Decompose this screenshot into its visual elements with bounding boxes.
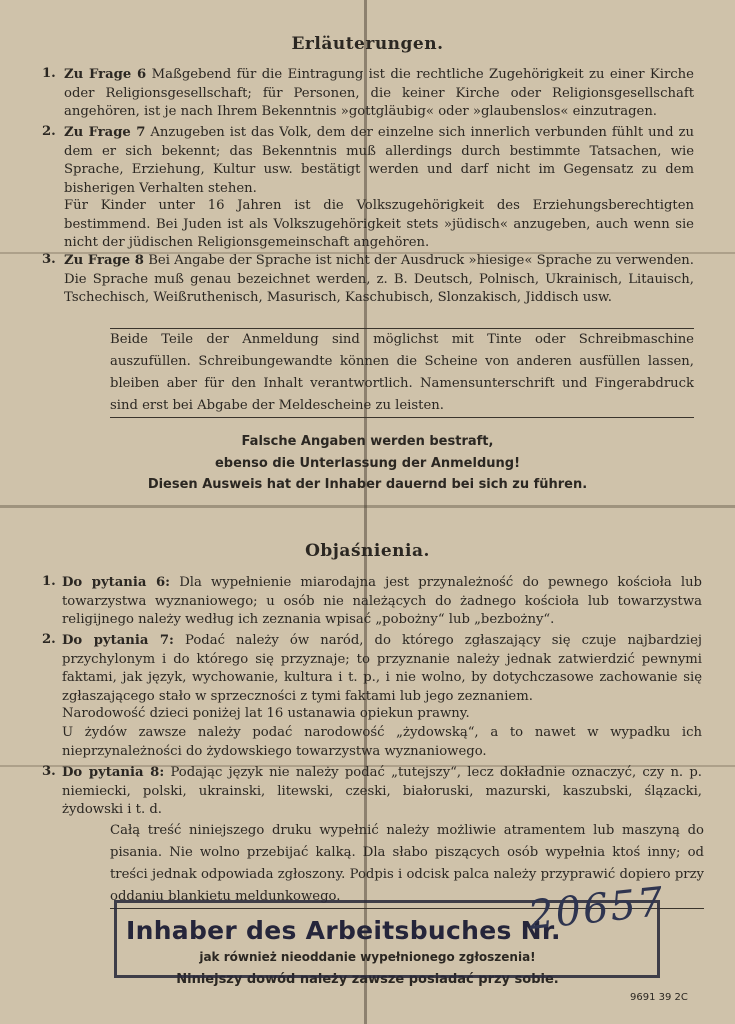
polish-item-1-text: Dla wypełnienie miarodajna jest przynależność do pewnego kościoła lub towarzystwa wyznaniowego; u osób nie należących do żadnego kościoła lub towarzystwa religijnego należy według ich zeznania wpisać „pobożny“ lub „bezbożny“. [62, 575, 702, 627]
polish-item-1-number: 1. [42, 574, 56, 589]
polish-item-1 [62, 574, 702, 630]
work-book-stamp-text: Inhaber des Arbeitsbuches Nr. [126, 916, 561, 945]
polish-boxed-instructions: Całą treść niniejszego druku wypełnić należy możliwie atramentem lub maszyną do pisania. Nie wolno przebijać kalką. Dla słabo piszących osób wypełnia ktoś inny; od treści jednak odpowiada zgłoszony. Podpis i odcisk palca należy przyprawić dopiero przy oddaniu blankietu meldunkowego. [110, 820, 704, 909]
german-warning-line-3: Diesen Ausweis hat der Inhaber dauernd bei sich zu führen. [147, 477, 588, 492]
german-boxed-instructions: Beide Teile der Anmeldung sind möglichst mit Tinte oder Schreibmaschine auszufüllen. Schreibungewandte können die Scheine von anderen ausfüllen lassen, bleiben aber für den Inhalt verantwortlich. Namensunterschrift und Fingerabdruck sind erst bei Abgabe der Meldescheine zu leisten. [110, 328, 694, 418]
german-warning-line-1: Falsche Angaben werden bestraft, [241, 434, 494, 449]
handwritten-work-book-number: 20657 [525, 878, 668, 940]
german-warning-line-2: ebenso die Unterlassung der Anmeldung! [214, 456, 521, 471]
german-item-2-number: 2. [42, 124, 56, 139]
fold-crease-horizontal [0, 505, 735, 508]
german-item-3 [64, 252, 694, 308]
german-item-1-label: Zu Frage 6 [64, 67, 147, 82]
polish-item-3-label: Do pytania 8: [62, 765, 165, 780]
polish-item-3 [62, 764, 702, 820]
polish-warning-line-1: jak również nieoddanie wypełnionego zgłoszenia! [199, 950, 536, 964]
german-item-2-extra: Für Kinder unter 16 Jahren ist die Volkszugehörigkeit des Erziehungsberechtigten bestimmend. Bei Juden ist als Volkszugehörigkeit stets »jüdisch« anzugeben, auch wenn sie nicht der jüdischen Religionsgemeinschaft angehören. [64, 198, 694, 250]
polish-item-2-extra-2: U żydów zawsze należy podać narodowość „żydowską“, a to nawet w wypadku ich nieprzynależności do żydowskiego towarzystwa wyznaniowego. [62, 725, 702, 759]
polish-warning-line-2: Niniejszy dowód należy zawsze posiadać przy sobie. [176, 972, 559, 987]
polish-item-3-number: 3. [42, 764, 56, 779]
german-title: Erläuterungen. [291, 34, 444, 54]
polish-item-2-label: Do pytania 7: [62, 633, 174, 648]
german-item-3-number: 3. [42, 252, 56, 267]
polish-item-2 [62, 632, 702, 706]
german-item-1-number: 1. [42, 66, 56, 81]
german-item-1-text: Maßgebend für die Eintragung ist die rechtliche Zugehörigkeit zu einer Kirche oder Religionsgesellschaft; für Personen, die keiner Kirche oder Religionsgesellschaft angehören, ist je nach Ihrem Bekenntnis »gottgläubig« oder »glaubenslos« einzutragen. [64, 67, 694, 119]
german-item-3-label: Zu Frage 8 [64, 253, 144, 268]
german-item-3-text: Bei Angabe der Sprache ist nicht der Ausdruck »hiesige« Sprache zu verwenden. Die Sprache muß genau bezeichnet werden, z. B. Deutsch, Polnisch, Ukrainisch, Litauisch, Tschechisch, Weißruthenisch, Masurisch, Kaschubisch, Slonzakisch, Jiddisch usw. [64, 253, 694, 305]
polish-item-1-label: Do pytania 6: [62, 575, 171, 590]
german-item-1 [64, 66, 694, 122]
print-code: 9691 39 2C [630, 992, 688, 1003]
polish-item-2-extra-1: Narodowość dzieci poniżej lat 16 ustanawia opiekun prawny. [62, 706, 470, 721]
polish-item-2-number: 2. [42, 632, 56, 647]
polish-item-3-text: Podając język nie należy podać „tutejszy“, lecz dokładnie oznaczyć, czy n. p. niemiecki, polski, ukrainski, litewski, czeski, białoruski, mazurski, kaszubski, ślązacki, żydowski i t. d. [62, 765, 702, 817]
polish-item-2-text: Podać należy ów naród, do którego zgłaszający się czuje najbardziej przychylonym i do którego się przyznaje; to przyznanie należy jednak zatwierdzić pewnymi faktami, jak język, wychowanie, kultura i t. p., i nie wolno, by dotychczasowe zachowanie się zgłaszającego stało w sprzeczności z tymi faktami lub jego zeznaniem. [62, 633, 702, 704]
german-item-2-label: Zu Frage 7 [64, 125, 146, 140]
polish-title: Objaśnienia. [305, 541, 430, 561]
german-item-2-text: Anzugeben ist das Volk, dem der einzelne sich innerlich verbunden fühlt und zu dem er sich bekennt; das Bekenntnis muß allerdings durch bestimmte Tatsachen, wie Sprache, Erziehung, Kultur usw. bestätigt werden und darf nicht im Gegensatz zu dem bisherigen Verhalten stehen. [64, 125, 695, 196]
german-item-2 [64, 124, 694, 198]
